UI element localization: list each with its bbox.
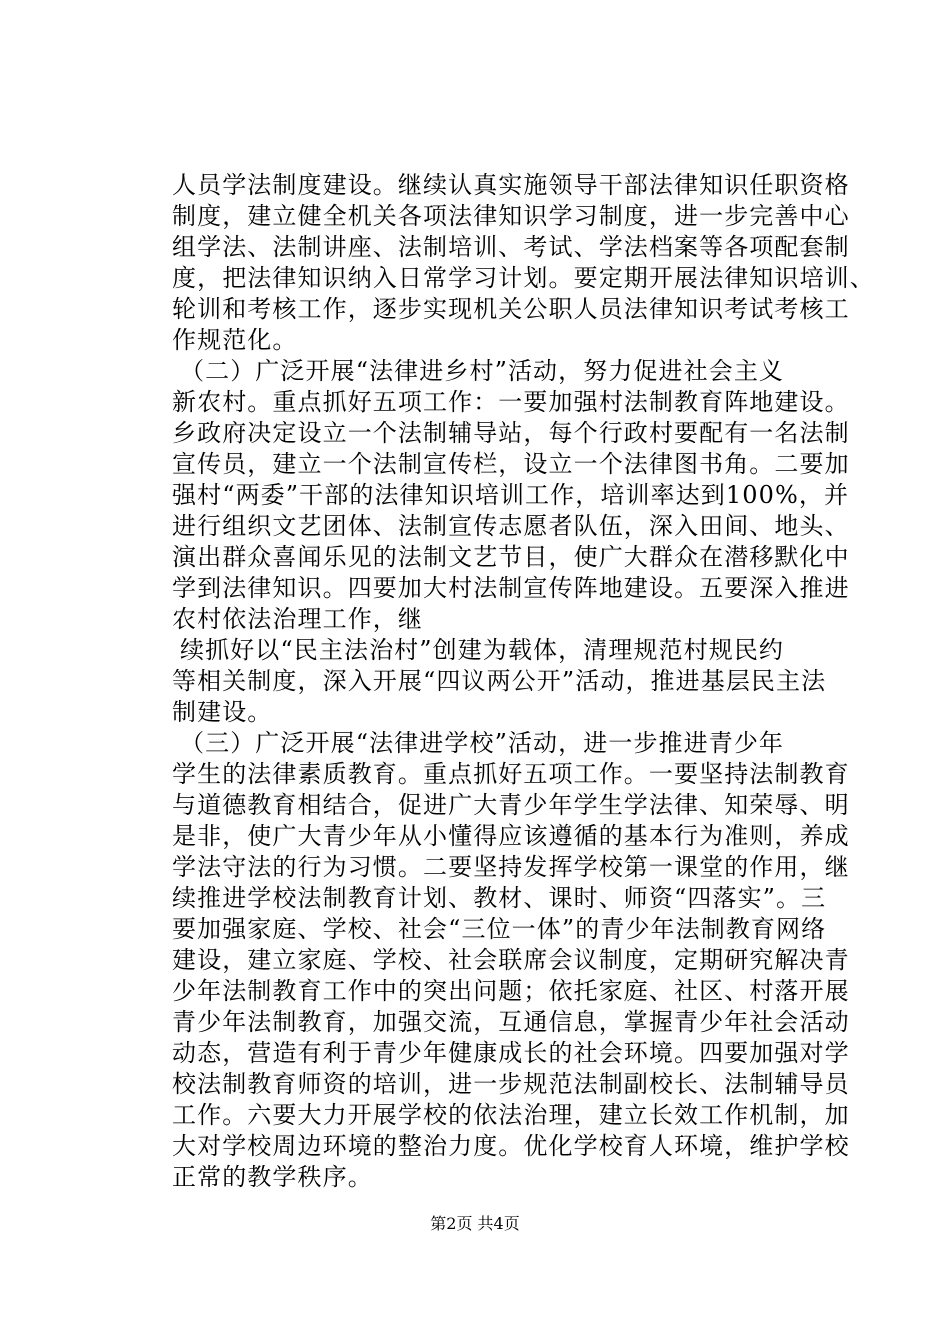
text-line: 作规范化。 — [172, 326, 298, 354]
text-line: 大对学校周边环境的整治力度。优化学校育人环境，维护学校 — [172, 1132, 850, 1160]
text-line: 正常的教学秩序。 — [172, 1163, 373, 1191]
section-heading-three: （三）广泛开展“法律进学校”活动，进一步推进青少年 — [180, 729, 785, 757]
text-line: 演出群众喜闻乐见的法制文艺节目，使广大群众在潜移默化中 — [172, 543, 850, 571]
text-line: 新农村。重点抓好五项工作：一要加强村法制教育阵地建设。 — [172, 388, 850, 416]
text-line: 是非，使广大青少年从小懂得应该遵循的基本行为准则，养成 — [172, 822, 850, 850]
text-line: 等相关制度，深入开展“四议两公开”活动，推进基层民主法 — [172, 667, 827, 695]
text-line: 青少年法制教育，加强交流，互通信息，掌握青少年社会活动 — [172, 1008, 850, 1036]
text-line: 工作。六要大力开展学校的依法治理，建立长效工作机制，加 — [172, 1101, 850, 1129]
text-line: 动态，营造有利于青少年健康成长的社会环境。四要加强对学 — [172, 1039, 850, 1067]
section-heading-two: （二）广泛开展“法律进乡村”活动，努力促进社会主义 — [180, 357, 785, 385]
text-line: 制建设。 — [172, 698, 273, 726]
text-line: 农村依法治理工作，继 — [172, 605, 423, 633]
text-line: 续推进学校法制教育计划、教材、课时、师资“四落实”。三 — [172, 884, 827, 912]
text-line: 学到法律知识。四要加大村法制宣传阵地建设。五要深入推进 — [172, 574, 850, 602]
text-line: 要加强家庭、学校、社会“三位一体”的青少年法制教育网络 — [172, 915, 827, 943]
text-line: 宣传员，建立一个法制宣传栏，设立一个法律图书角。二要加 — [172, 450, 850, 478]
text-line: 与道德教育相结合，促进广大青少年学生学法律、知荣辱、明 — [172, 791, 850, 819]
text-line: 学生的法律素质教育。重点抓好五项工作。一要坚持法制教育 — [172, 760, 850, 788]
text-line: 人员学法制度建设。继续认真实施领导干部法律知识任职资格 — [172, 171, 850, 199]
document-body — [172, 170, 875, 1193]
text-line: 续抓好以“民主法治村”创建为载体，清理规范村规民约 — [180, 636, 785, 664]
text-line: 建设，建立家庭、学校、社会联席会议制度，定期研究解决青 — [172, 946, 850, 974]
text-line: 学法守法的行为习惯。二要坚持发挥学校第一课堂的作用，继 — [172, 853, 850, 881]
page-number-footer: 第2页 共4页 — [430, 1214, 520, 1233]
text-line: 进行组织文艺团体、法制宣传志愿者队伍，深入田间、地头、 — [172, 512, 850, 540]
text-line: 强村“两委”干部的法律知识培训工作，培训率达到100%，并 — [172, 481, 850, 509]
text-line: 乡政府决定设立一个法制辅导站，每个行政村要配有一名法制 — [172, 419, 850, 447]
text-line: 少年法制教育工作中的突出问题；依托家庭、社区、村落开展 — [172, 977, 850, 1005]
text-line: 制度，建立健全机关各项法律知识学习制度，进一步完善中心 — [172, 202, 850, 230]
text-line: 校法制教育师资的培训，进一步规范法制副校长、法制辅导员 — [172, 1070, 850, 1098]
text-line: 轮训和考核工作，逐步实现机关公职人员法律知识考试考核工 — [172, 295, 850, 323]
text-line: 组学法、法制讲座、法制培训、考试、学法档案等各项配套制 — [172, 233, 850, 261]
text-line: 度，把法律知识纳入日常学习计划。要定期开展法律知识培训、 — [172, 264, 875, 292]
